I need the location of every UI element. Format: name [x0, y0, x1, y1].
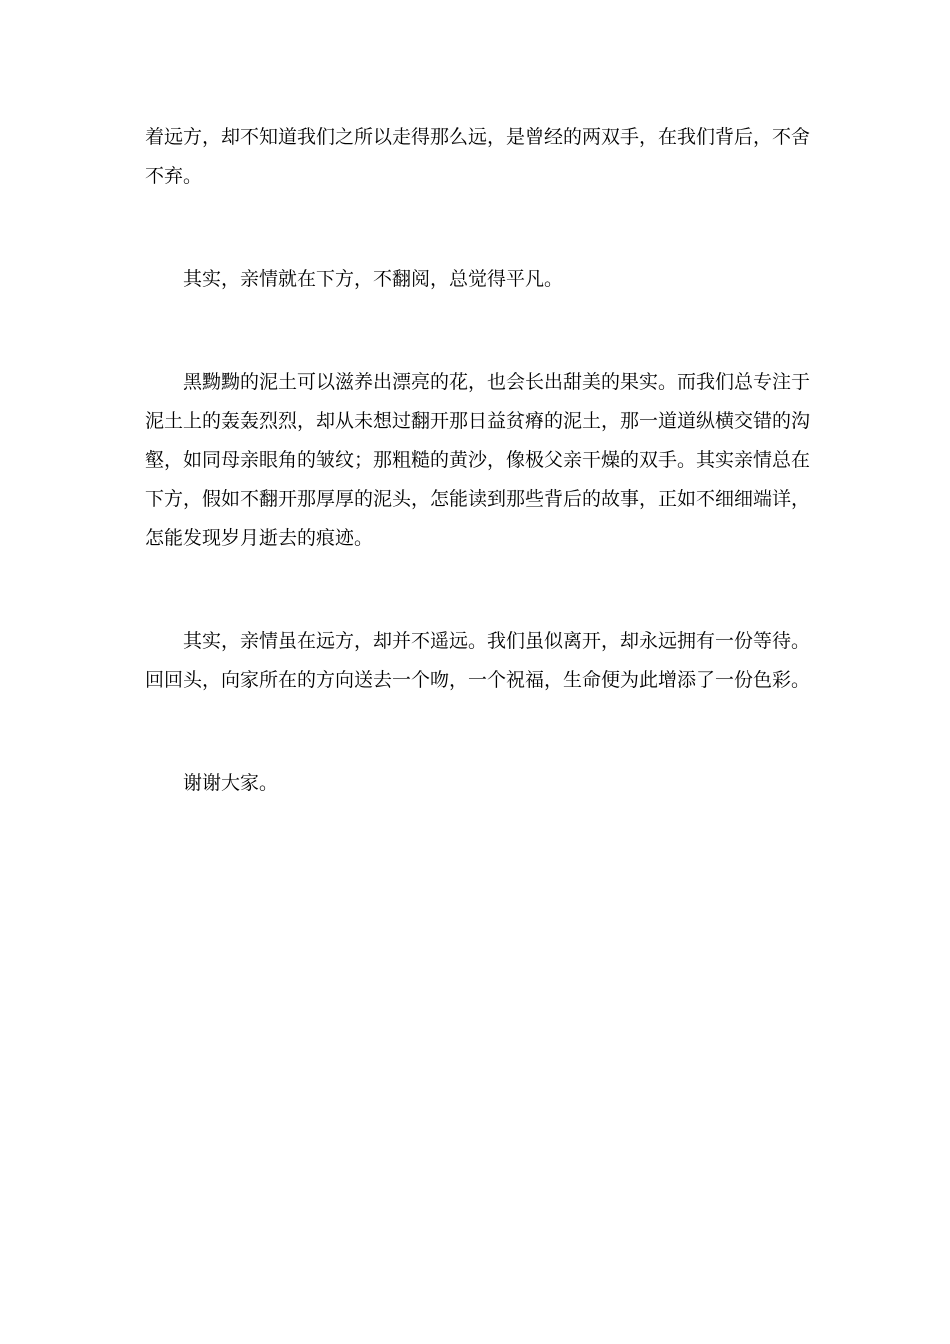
paragraph-4: 其实，亲情虽在远方，却并不遥远。我们虽似离开，却永远拥有一份等待。回回头，向家所在的方向送去一个吻，一个祝福，生命便为此增添了一份色彩。	[145, 630, 811, 691]
paragraph-3: 黑黝黝的泥土可以滋养出漂亮的花，也会长出甜美的果实。而我们总专注于泥土上的轰轰烈烈，却从未想过翻开那日益贫瘠的泥土，那一道道纵横交错的沟壑，如同母亲眼角的皱纹；那粗糙的黄沙，像极父亲干燥的双手。其实亲情总在下方，假如不翻开那厚厚的泥头，怎能读到那些背后的故事，正如不细细端详，怎能发现岁月逝去的痕迹。	[145, 371, 811, 549]
document-body	[145, 118, 810, 803]
paragraph-2: 其实，亲情就在下方，不翻阅，总觉得平凡。	[183, 268, 564, 290]
closing-paragraph: 谢谢大家。	[183, 772, 279, 794]
paragraph-continued: 着远方，却不知道我们之所以走得那么远，是曾经的两双手，在我们背后，不舍不弃。	[145, 126, 811, 187]
